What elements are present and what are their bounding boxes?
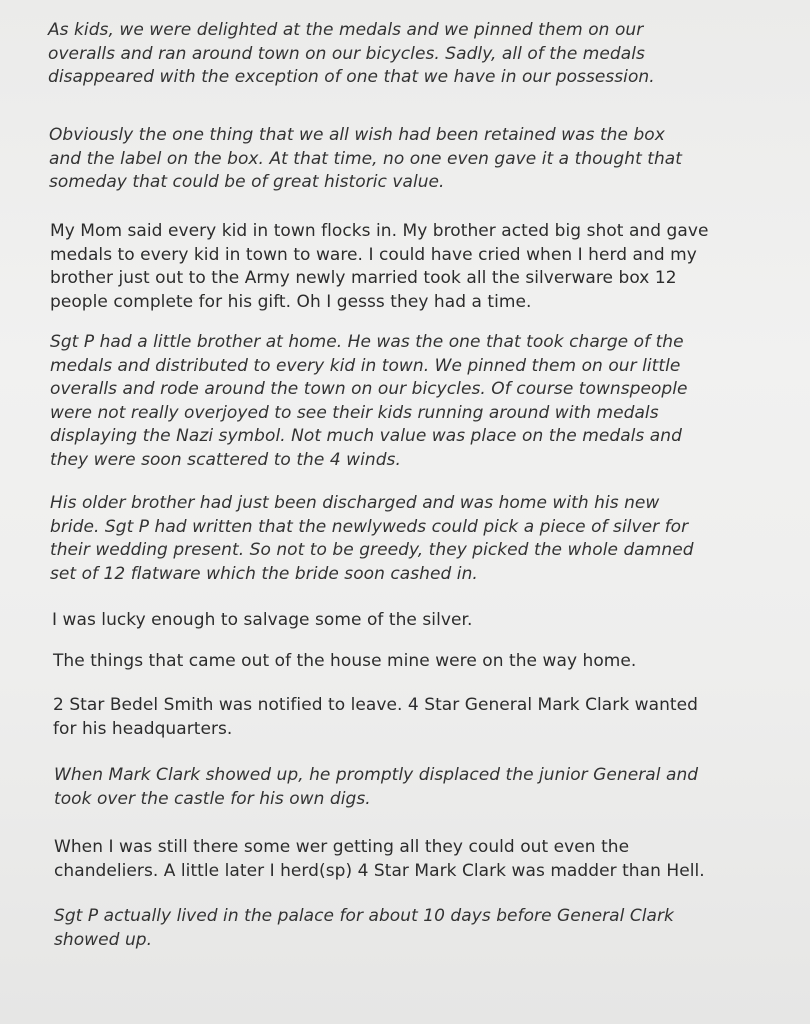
paragraph-house-things: The things that came out of the house mine were on the way home.	[53, 651, 637, 671]
paragraph-palace-days: Sgt P actually lived in the palace for about 10 days before General Clark showed up.	[54, 906, 674, 950]
paragraph-little-brother: Sgt P had a little brother at home. He was the one that took charge of the medals and distributed to every kid in town. We pinned them on our little overalls and rode around the town on our bicycles. Of course townspeople were not really overjoyed to see their kids running around with medals displaying the Nazi symbol. Not much value was place on the medals and they were soon scattered to the 4 winds.	[50, 332, 688, 470]
paragraph-salvage-silver: I was lucky enough to salvage some of the silver.	[52, 610, 473, 630]
paragraph-mom-said: My Mom said every kid in town flocks in. My brother acted big shot and gave medals to every kid in town to ware. I could have cried when I herd and my brother just out to the Army newly married took all the silverware box 12 people complete for his gift. Oh I gesss they had a time.	[50, 221, 709, 312]
paragraph-chandeliers: When I was still there some wer getting all they could out even the chandeliers. A little later I herd(sp) 4 Star Mark Clark was madder than Hell.	[54, 837, 705, 881]
paragraph-older-brother: His older brother had just been discharged and was home with his new bride. Sgt P had written that the newlyweds could pick a piece of silver for their wedding present. So not to be greedy, they picked the whole damned set of 12 flatware which the bride soon cashed in.	[50, 493, 694, 584]
paragraph-box-label: Obviously the one thing that we all wish had been retained was the box and the label on the box. At that time, no one even gave it a thought that someday that could be of great historic value.	[49, 125, 682, 192]
paragraph-mark-clark: When Mark Clark showed up, he promptly displaced the junior General and took over the castle for his own digs.	[54, 765, 699, 809]
paragraph-medals-kids: As kids, we were delighted at the medals and we pinned them on our overalls and ran around town on our bicycles. Sadly, all of the medals disappeared with the exception of one that we have in our possession.	[48, 20, 655, 87]
paragraph-bedel-smith: 2 Star Bedel Smith was notified to leave. 4 Star General Mark Clark wanted for his headquarters.	[53, 695, 698, 739]
